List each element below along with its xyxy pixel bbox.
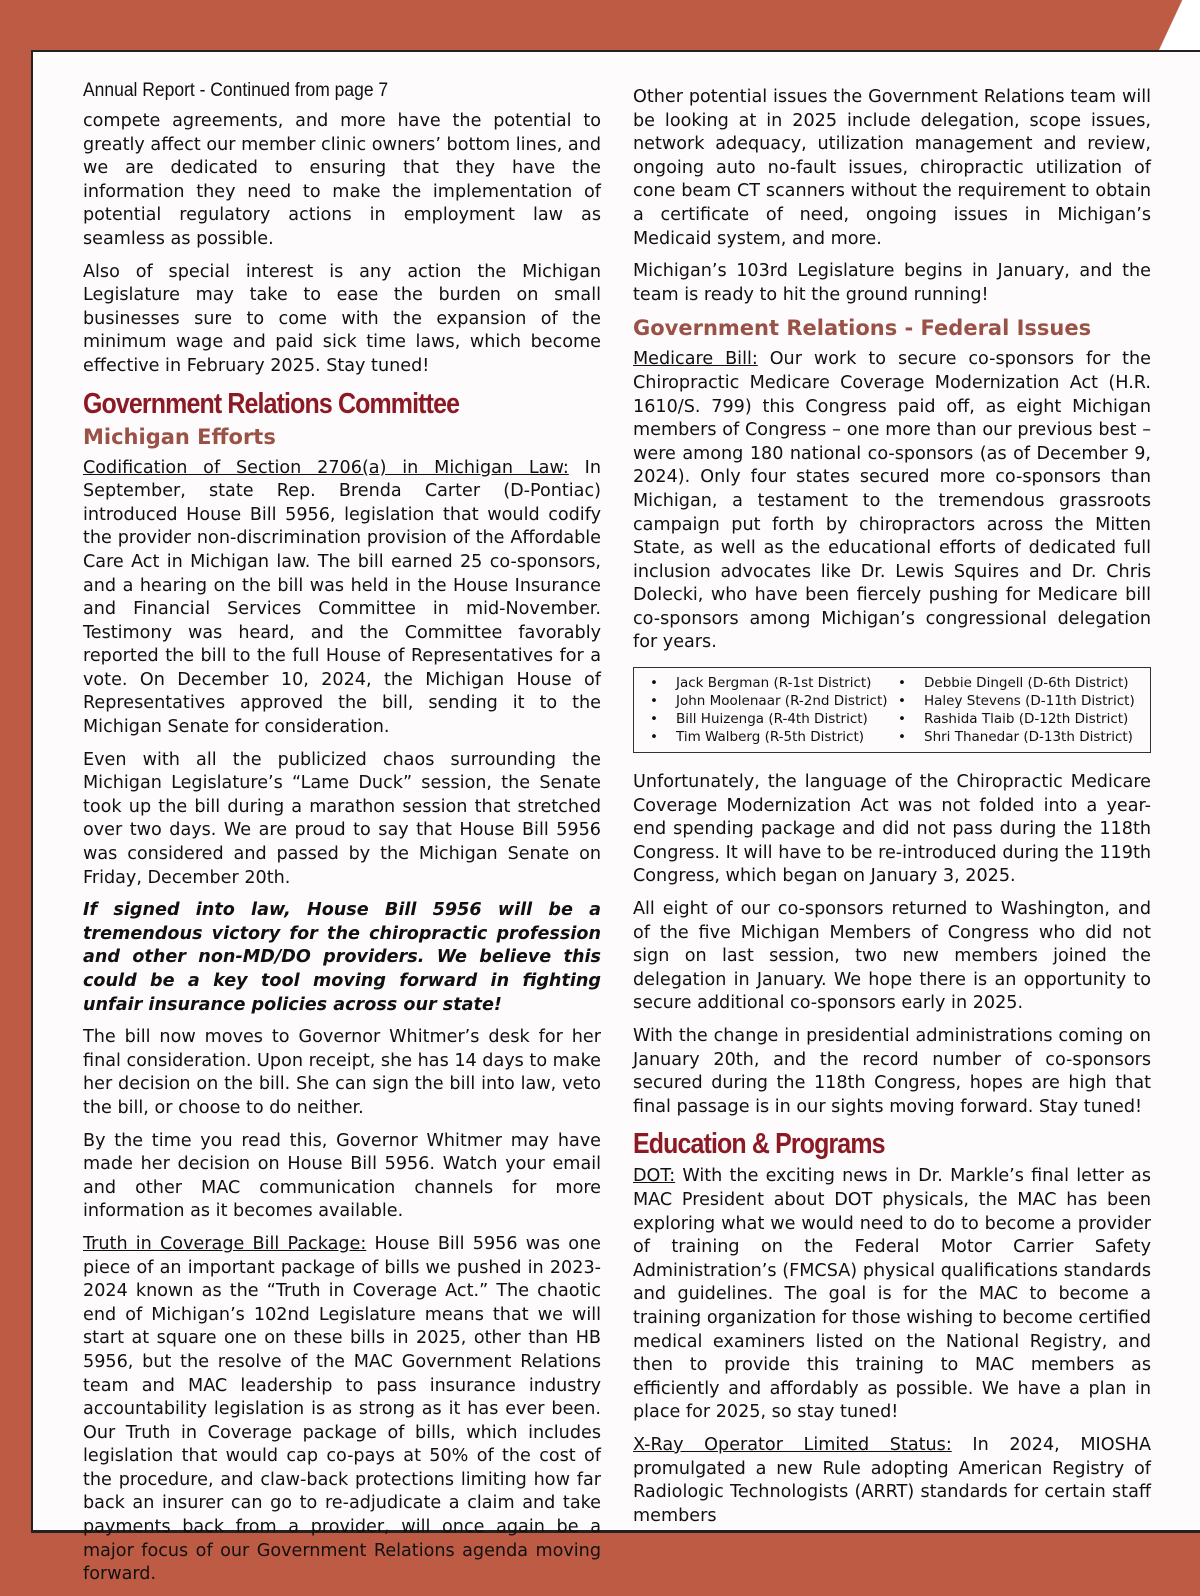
- bullet-icon: •: [898, 675, 906, 692]
- cosponsor-name: John Moolenaar (R-2nd District): [676, 693, 888, 710]
- bullet-icon: •: [650, 693, 658, 710]
- cosponsor-name: Bill Huizenga (R-4th District): [676, 711, 868, 728]
- paragraph: Even with all the publicized chaos surrounding the Michigan Legislature’s “Lame Duck” session, the Senate took up the bill during a marathon session that stretched over two days. We are proud to say that House Bill 5956 was considered and passed by the Michigan Senate on Friday, December 20th.: [83, 749, 601, 888]
- list-item: [892, 674, 1140, 692]
- newsletter-page: [31, 50, 1200, 1585]
- paragraph: All eight of our co-sponsors returned to Washington, and of the five Michigan Members of Congress who did not sign on last session, two new members joined the delegation in January. We hope there is an opportunity to secure additional co-sponsors early in 2025.: [633, 899, 1151, 1014]
- cosponsor-name: Haley Stevens (D-11th District): [924, 693, 1135, 710]
- cosponsor-list-right: [892, 674, 1140, 746]
- cosponsor-list-box: [633, 667, 1151, 753]
- paragraph: Michigan’s 103rd Legislature begins in January, and the team is ready to hit the ground running!: [633, 261, 1151, 305]
- cosponsor-name: Rashida Tlaib (D-12th District): [924, 711, 1129, 728]
- emphasis-paragraph: If signed into law, House Bill 5956 will be a tremendous victory for the chiropractic profession and other non-MD/DO providers. We believe this could be a key tool moving forward in fighting unfair insurance policies across our state!: [83, 900, 601, 1015]
- page-corner-decoration: [1130, 0, 1200, 52]
- list-item: [644, 674, 892, 692]
- list-item: [644, 710, 892, 728]
- paragraph: [633, 348, 1151, 655]
- paragraph: The bill now moves to Governor Whitmer’s desk for her final consideration. Upon receipt, she has 14 days to make her decision on the bill. She can sign the bill into law, veto the bill, or choose to do neither.: [83, 1027, 601, 1118]
- bullet-icon: •: [898, 729, 906, 746]
- section-heading: Education & Programs: [633, 1128, 885, 1161]
- right-column: [633, 52, 1151, 1537]
- paragraph-label: Codification of Section 2706(a) in Michigan Law:: [83, 457, 569, 478]
- bullet-icon: •: [650, 675, 658, 692]
- paragraph-text: House Bill 5956 was one piece of an important package of bills we pushed in 2023-2024 known as the “Truth in Coverage Act.” The chaotic end of Michigan’s 102nd Legislature means that we will start at square one on these bills in 2025, other than HB 5956, but the resolve of the MAC Government Relations team and MAC leadership to pass insurance industry accountability legislation is as strong as it has ever been. Our Truth in Coverage package of bills, which includes legislation that would cap co-pays at 50% of the cost of the procedure, and claw-back protections limiting how far back an insurer can go to re-adjudicate a claim and take payments back from a provider, will once again be a major focus of our Government Relations agenda moving forward.: [83, 1233, 601, 1585]
- list-item: [644, 728, 892, 746]
- section-subheading: Michigan Efforts: [83, 424, 276, 449]
- paragraph-text: In 2024, MIOSHA promulgated a new Rule adopting American Registry of Radiologic Technologists (ARRT) standards for certain staff members: [633, 1434, 1152, 1526]
- continued-label: Annual Report - Continued from page 7: [83, 80, 389, 101]
- cosponsor-name: Jack Bergman (R-1st District): [676, 675, 872, 692]
- list-item: [892, 710, 1140, 728]
- paragraph-text: Our work to secure co-sponsors for the Chiropractic Medicare Coverage Modernization Act (H.R. 1610/S. 799) this Congress paid off, as eight Michigan members of Congress – one more than our previous best – were among 180 national co-sponsors (as of December 9, 2024). Only four states secured more co-sponsors than Michigan, a testament to the tremendous grassroots campaign put forth by chiropractors across the Mitten State, as well as the educational efforts of dedicated full inclusion advocates like Dr. Lewis Squires and Dr. Chris Dolecki, who have been fiercely pushing for Medicare bill co-sponsors among Michigan’s congressional delegation for years.: [633, 349, 1151, 653]
- bullet-icon: •: [650, 729, 658, 746]
- bullet-icon: •: [898, 693, 906, 710]
- paragraph: [633, 1165, 1151, 1425]
- cosponsor-name: Debbie Dingell (D-6th District): [924, 675, 1129, 692]
- paragraph: By the time you read this, Governor Whitmer may have made her decision on House Bill 5956. Watch your email and other MAC communication channels for more information as it becomes available.: [83, 1130, 601, 1222]
- cosponsor-name: Shri Thanedar (D-13th District): [924, 729, 1133, 746]
- paragraph: [83, 1233, 601, 1587]
- paragraph: [83, 457, 601, 740]
- bullet-icon: •: [898, 711, 906, 728]
- paragraph-label: X-Ray Operator Limited Status:: [633, 1434, 952, 1455]
- list-item: [892, 692, 1140, 710]
- paragraph: With the change in presidential administrations coming on January 20th, and the record number of co-sponsors secured during the 118th Congress, hopes are high that final passage is in our sights moving forward. Stay tuned!: [633, 1026, 1151, 1117]
- paragraph: Other potential issues the Government Relations team will be looking at in 2025 include delegation, scope issues, network adequacy, utilization management and review, ongoing auto no-fault issues, chiropractic utilization of cone beam CT scanners without the requirement to obtain a certificate of need, ongoing issues in Michigan’s Medicaid system, and more.: [633, 87, 1151, 249]
- paragraph-label: DOT:: [633, 1166, 676, 1187]
- section-heading: Government Relations Committee: [83, 387, 460, 420]
- cosponsor-name: Tim Walberg (R-5th District): [676, 729, 865, 746]
- paragraph: compete agreements, and more have the potential to greatly affect our member clinic owners’ bottom lines, and we are dedicated to ensuring that they have the information they need to make the implementation of potential regulatory actions in employment law as seamless as possible.: [83, 111, 601, 249]
- list-item: [892, 728, 1140, 746]
- paragraph: Also of special interest is any action the Michigan Legislature may take to ease the burden on small businesses sure to come with the expansion of the minimum wage and paid sick time laws, which become effective in February 2025. Stay tuned!: [83, 261, 601, 376]
- paragraph-label: Medicare Bill:: [633, 349, 758, 370]
- section-subheading: Government Relations - Federal Issues: [633, 316, 1092, 341]
- paragraph: Unfortunately, the language of the Chiropractic Medicare Coverage Modernization Act was not folded into a year-end spending package and did not pass during the 118th Congress. It will have to be re-introduced during the 119th Congress, which began on January 3, 2025.: [633, 772, 1151, 887]
- paragraph: [633, 1434, 1151, 1528]
- paragraph-text: With the exciting news in Dr. Markle’s final letter as MAC President about DOT physicals, the MAC has been exploring what we would need to do to become a provider of training on the Federal Motor Carrier Safety Administration’s (FMCSA) physical qualifications standards and guidelines. The goal is for the MAC to become a training organization for those wishing to become certified medical examiners listed on the National Registry, and then to provide this training to MAC members as efficiently and affordably as possible. We have a plan in place for 2025, so stay tuned!: [633, 1166, 1151, 1423]
- paragraph-text: In September, state Rep. Brenda Carter (D-Pontiac) introduced House Bill 5956, legislation that would codify the provider non-discrimination provision of the Affordable Care Act in Michigan law. The bill earned 25 co-sponsors, and a hearing on the bill was held in the House Insurance and Financial Services Committee in mid-November. Testimony was heard, and the Committee favorably reported the bill to the full House of Representatives for a vote. On December 10, 2024, the Michigan House of Representatives approved the bill, sending it to the Michigan Senate for consideration.: [83, 457, 601, 738]
- paragraph-label: Truth in Coverage Bill Package:: [83, 1233, 367, 1254]
- list-item: [644, 692, 892, 710]
- bullet-icon: •: [650, 711, 658, 728]
- cosponsor-list-left: [644, 674, 892, 746]
- left-column: [83, 52, 601, 1596]
